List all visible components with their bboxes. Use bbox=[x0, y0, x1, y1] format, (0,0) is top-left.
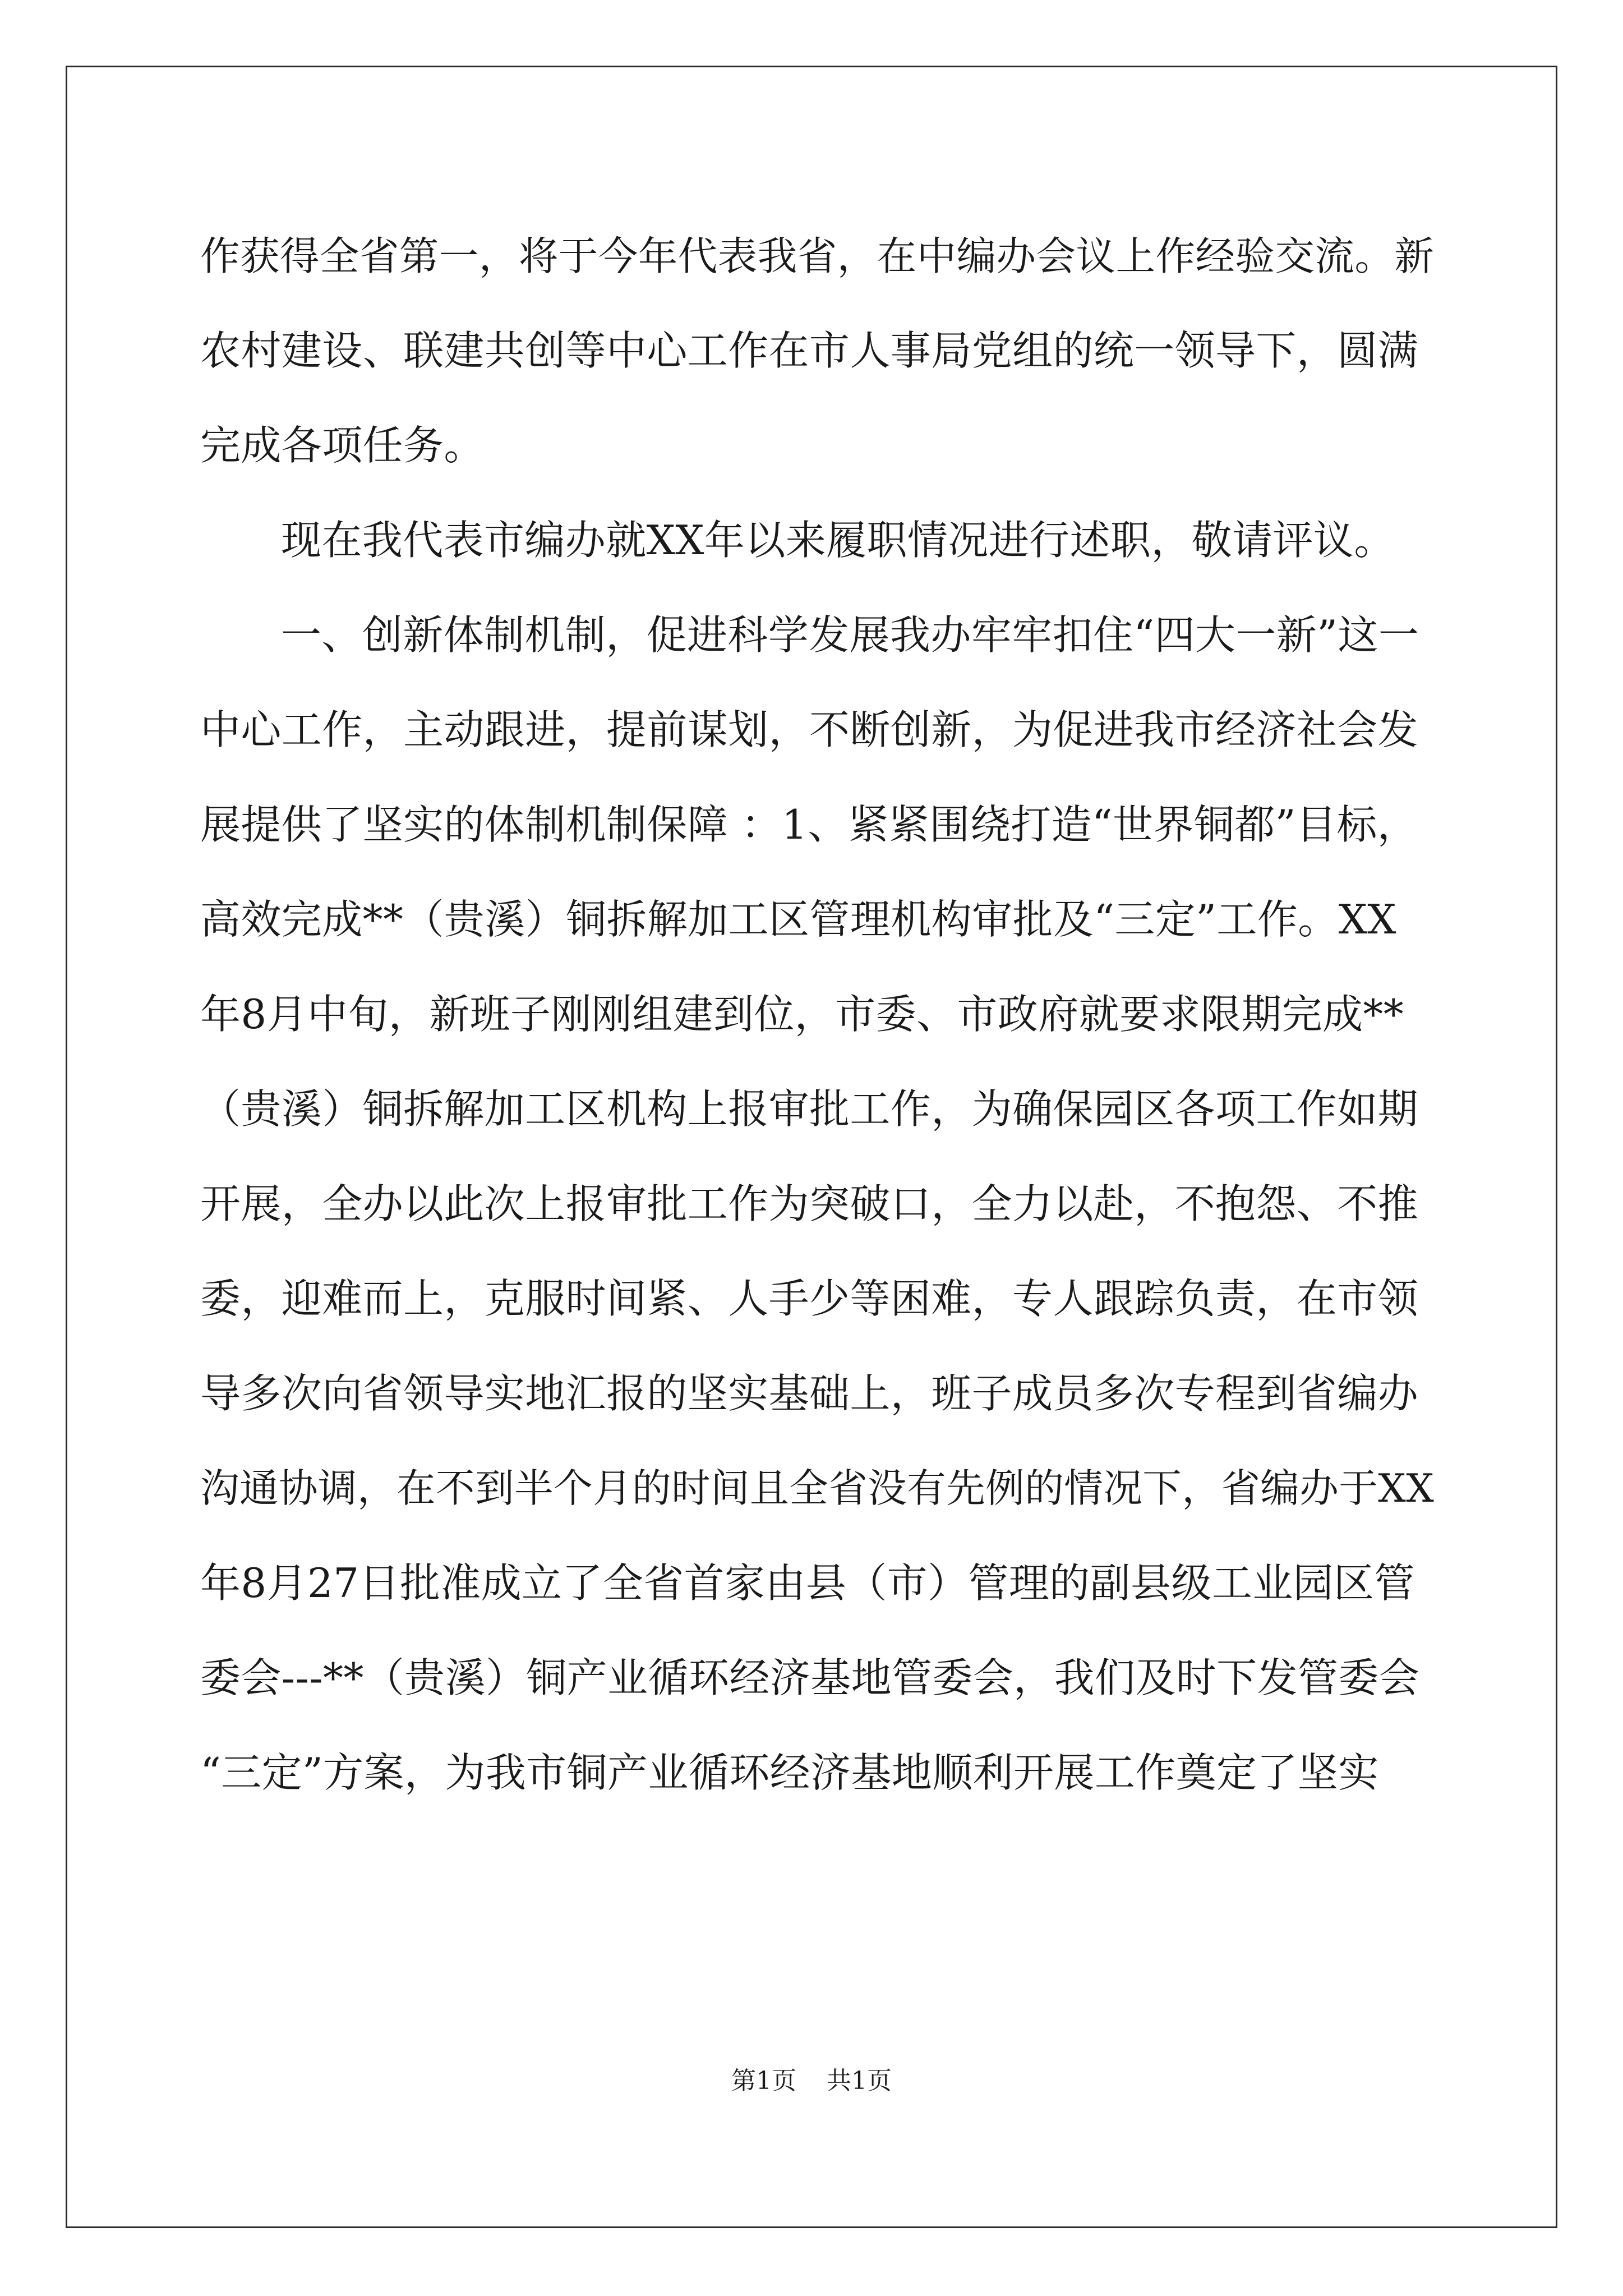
text-line: 中心工作，主动跟进，提前谋划，不断创新，为促进我市经济社会发 bbox=[200, 706, 1419, 753]
text-line: 委，迎难而上，克服时间紧、人手少等困难，专人跟踪负责，在市领 bbox=[200, 1275, 1419, 1322]
text-line: （贵溪）铜拆解加工区机构上报审批工作，为确保园区各项工作如期 bbox=[200, 1085, 1419, 1133]
text-line: 作获得全省第一，将于今年代表我省，在中编办会议上作经验交流。新 bbox=[200, 233, 1435, 279]
text-line: 委会---**（贵溪）铜产业循环经济基地管委会，我们及时下发管委会 bbox=[200, 1654, 1420, 1701]
text-line: 年8月中旬，新班子刚刚组建到位，市委、市政府就要求限期完成** bbox=[200, 991, 1404, 1038]
text-line: 高效完成**（贵溪）铜拆解加工区管理机构审批及“三定”工作。XX bbox=[200, 896, 1396, 943]
text-line: 农村建设、联建共创等中心工作在市人事局党组的统一领导下，圆满 bbox=[200, 327, 1419, 374]
page-footer bbox=[0, 2064, 1623, 2098]
text-line: 现在我代表市编办就XX年以来履职情况进行述职，敬请评议。 bbox=[281, 517, 1395, 564]
page-total: 共1页 bbox=[827, 2067, 892, 2095]
text-line: 开展，全办以此次上报审批工作为突破口，全力以赴，不抱怨、不推 bbox=[200, 1180, 1419, 1227]
text-line: 年8月27日批准成立了全省首家由县（市）管理的副县级工业园区管 bbox=[200, 1559, 1415, 1607]
document-body bbox=[200, 209, 1434, 1820]
text-line: 导多次向省领导实地汇报的坚实基础上，班子成员多次专程到省编办 bbox=[200, 1370, 1419, 1417]
text-line: 一、创新体制机制，促进科学发展我办牢牢扣住“四大一新”这一 bbox=[281, 611, 1419, 659]
text-line: “三定”方案，为我市铜产业循环经济基地顺利开展工作奠定了坚实 bbox=[200, 1749, 1379, 1796]
text-line: 沟通协调，在不到半个月的时间且全省没有先例的情况下，省编办于XX bbox=[200, 1466, 1435, 1511]
page-number: 第1页 bbox=[731, 2067, 796, 2095]
text-line: 展提供了坚实的体制机制保障 ：1、紧紧围绕打造“世界铜都”目标， bbox=[200, 801, 1418, 848]
text-line: 完成各项任务。 bbox=[200, 422, 485, 469]
